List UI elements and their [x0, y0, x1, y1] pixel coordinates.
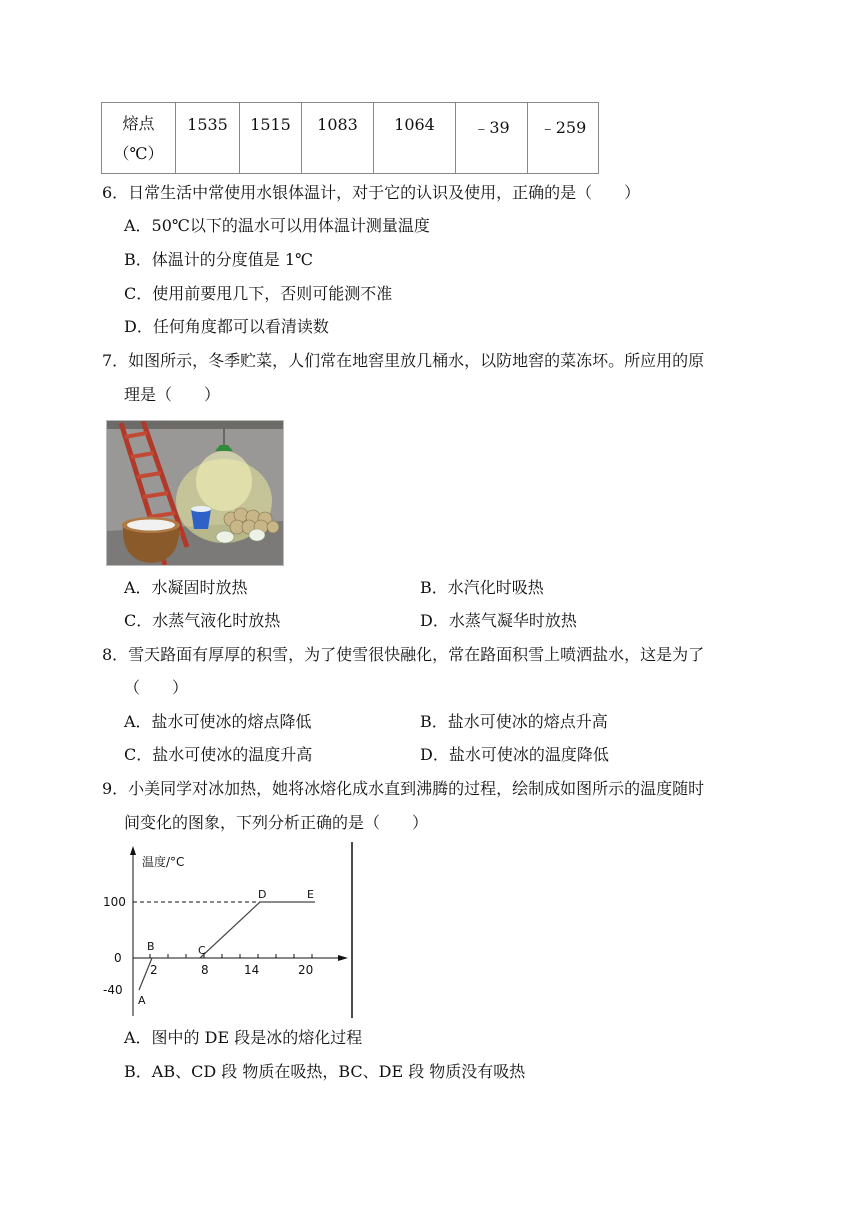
q7-option-a: A．水凝固时放热	[124, 578, 248, 597]
point-label-b: B	[147, 940, 155, 953]
melting-point-table	[101, 102, 599, 174]
x-tick-label: 8	[201, 963, 209, 977]
y-tick-label: 100	[103, 895, 126, 909]
temperature-time-graph	[100, 840, 360, 1020]
q8-option-b: B．盐水可使冰的熔点升高	[420, 712, 608, 731]
q7-option-c: C．水蒸气液化时放热	[124, 611, 281, 630]
q7-option-b: B．水汽化时吸热	[420, 578, 544, 597]
table-cell: ﹣259	[528, 103, 599, 174]
q7-option-d: D．水蒸气凝华时放热	[420, 611, 577, 630]
q9-option-a: A．图中的 DE 段是冰的熔化过程	[124, 1028, 363, 1047]
table-cell: ﹣39	[456, 103, 528, 174]
y-tick-label: -40	[103, 983, 123, 997]
question-8-stem-line1: 8．雪天路面有厚厚的积雪，为了使雪很快融化，常在路面积雪上喷洒盐水，这是为了	[102, 645, 705, 664]
header-unit: （℃）	[113, 144, 164, 163]
table-header-cell	[102, 103, 176, 174]
x-tick-label: 14	[244, 963, 260, 977]
y-axis-arrow	[130, 846, 136, 855]
y-axis-label: 温度/°C	[142, 855, 185, 869]
cellar-illustration	[106, 420, 284, 566]
question-9-stem-line2: 间变化的图象，下列分析正确的是（ ）	[124, 813, 429, 832]
header-label: 熔点	[122, 114, 155, 133]
point-label-a: A	[138, 994, 146, 1007]
point-label-c: C	[198, 944, 206, 957]
table-cell: 1535	[176, 103, 240, 174]
x-axis-arrow	[338, 955, 348, 961]
point-label-e: E	[307, 888, 314, 901]
point-label-d: D	[258, 888, 267, 901]
q8-option-a: A．盐水可使冰的熔点降低	[124, 712, 312, 731]
table-cell: 1515	[240, 103, 302, 174]
q9-option-b: B．AB、CD 段 物质在吸热，BC、DE 段 物质没有吸热	[124, 1062, 526, 1081]
question-7-stem-line1: 7．如图所示，冬季贮菜，人们常在地窖里放几桶水，以防地窖的菜冻坏。所应用的原	[102, 351, 705, 370]
question-7-stem-line2: 理是（ ）	[124, 385, 221, 404]
x-tick-label: 2	[150, 963, 158, 977]
table-cell: 1083	[302, 103, 374, 174]
q6-option-a: A．50℃以下的温水可以用体温计测量温度	[124, 216, 430, 235]
question-9-stem-line1: 9．小美同学对冰加热，她将冰熔化成水直到沸腾的过程，绘制成如图所示的温度随时	[102, 779, 705, 798]
q8-option-c: C．盐水可使冰的温度升高	[124, 745, 313, 764]
x-tick-label: 20	[298, 963, 314, 977]
q6-option-c: C．使用前要甩几下，否则可能测不准	[124, 284, 393, 303]
temperature-curve	[139, 902, 315, 990]
table-row	[102, 103, 599, 174]
y-tick-label: 0	[114, 951, 122, 965]
q6-option-d: D．任何角度都可以看清读数	[124, 317, 329, 336]
q6-option-b: B．体温计的分度值是 1℃	[124, 250, 313, 269]
question-6-stem: 6．日常生活中常使用水银体温计，对于它的认识及使用，正确的是（ ）	[102, 183, 641, 202]
q8-option-d: D．盐水可使冰的温度降低	[420, 745, 609, 764]
table-cell: 1064	[374, 103, 456, 174]
question-8-stem-line2: （ ）	[124, 678, 189, 697]
